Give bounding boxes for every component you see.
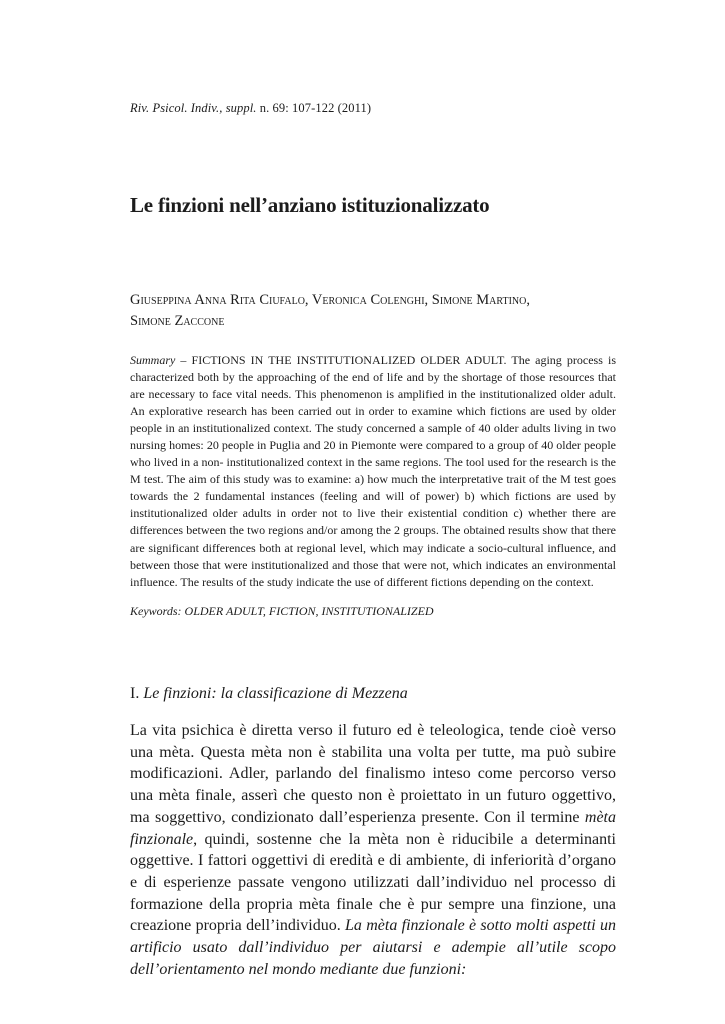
abstract-text: – FICTIONS IN THE INSTITUTIONALIZED OLDER ADULT. The aging process is characterized both by the approaching of the end of life and by the shortage of those resources that are necessary to face vital needs. This phenomenon is amplified in the institutionalized older adult. An explorative research has been carried out in order to examine which fictions are used by older people in an institutionalized context. The study concerned a sample of 40 older adults living in two nursing homes: 20 people in Puglia and 20 in Piemonte were compared to a group of 40 older people who lived in a non- institutionalized context in the same regions. The tool used for the research is the M test. The aim of this study was to examine: a) how much the interpretative trait of the M test goes towards the 2 fundamental instances (feeling and will of power) b) which fictions are used by institutionalized older adults in order not to live their existential condition c) whether there are differences between the two regions and/or among the 2 groups. The obtained results show that there are significant differences both at regional level, which may indicate a socio-cultural influence, and between those that were institutionalized and those that were not, which indicates an environmental influence. The results of the study indicate the use of different fictions depending on the context. — [130, 353, 616, 589]
section-number: I. — [130, 685, 140, 702]
keywords: Keywords: OLDER ADULT, FICTION, INSTITUTIONALIZED — [130, 604, 434, 618]
body-paragraph — [130, 720, 616, 980]
author-list — [130, 290, 610, 332]
paragraph-text-1: La vita psichica è diretta verso il futuro ed è teleologica, tende cioè verso una mèta. Questa mèta non è stabilita una volta per tutte, ma può subire modificazioni. Adler, parlando del finalismo inteso come percorso verso una mèta finale, asserì che questo non è proiettato in un futuro oggettivo, ma soggettivo, condizionato dall’esperienza presente. Con il termine — [130, 722, 616, 826]
journal-reference — [130, 101, 371, 116]
authors-line-1: Giuseppina Anna Rita Ciufalo, Veronica Colenghi, Simone Martino, — [130, 292, 530, 308]
paragraph-text-2: , quindi, sostenne che la mèta non è riducibile a determinanti oggettive. I fattori oggettivi di eredità e di ambiente, di inferiorità d’organo e di esperienze passate vengono utilizzati dall’individuo nel processo di formazione della propria mèta finale che è pur sempre una finzione, una creazione propria dell’individuo. — [130, 830, 616, 935]
journal-citation: n. 69: 107-122 (2011) — [256, 101, 372, 115]
paragraph-italic-quote: La mèta finzionale è sotto molti aspetti un artificio usato dall’individuo per aiutarsi e adempie all’utile scopo dell’orientamento nel mondo mediante due funzioni: — [130, 917, 616, 978]
abstract — [130, 352, 616, 591]
article-title: Le finzioni nell’anziano istituzionalizzato — [130, 193, 490, 217]
paragraph-italic-term: mèta finzionale — [130, 808, 616, 848]
journal-name: Riv. Psicol. Indiv., suppl. — [130, 101, 257, 115]
abstract-label: Summary — [130, 353, 176, 367]
authors-line-2: Simone Zaccone — [130, 313, 225, 329]
section-title: Le finzioni: la classificazione di Mezzena — [143, 685, 408, 702]
section-heading — [130, 685, 408, 703]
